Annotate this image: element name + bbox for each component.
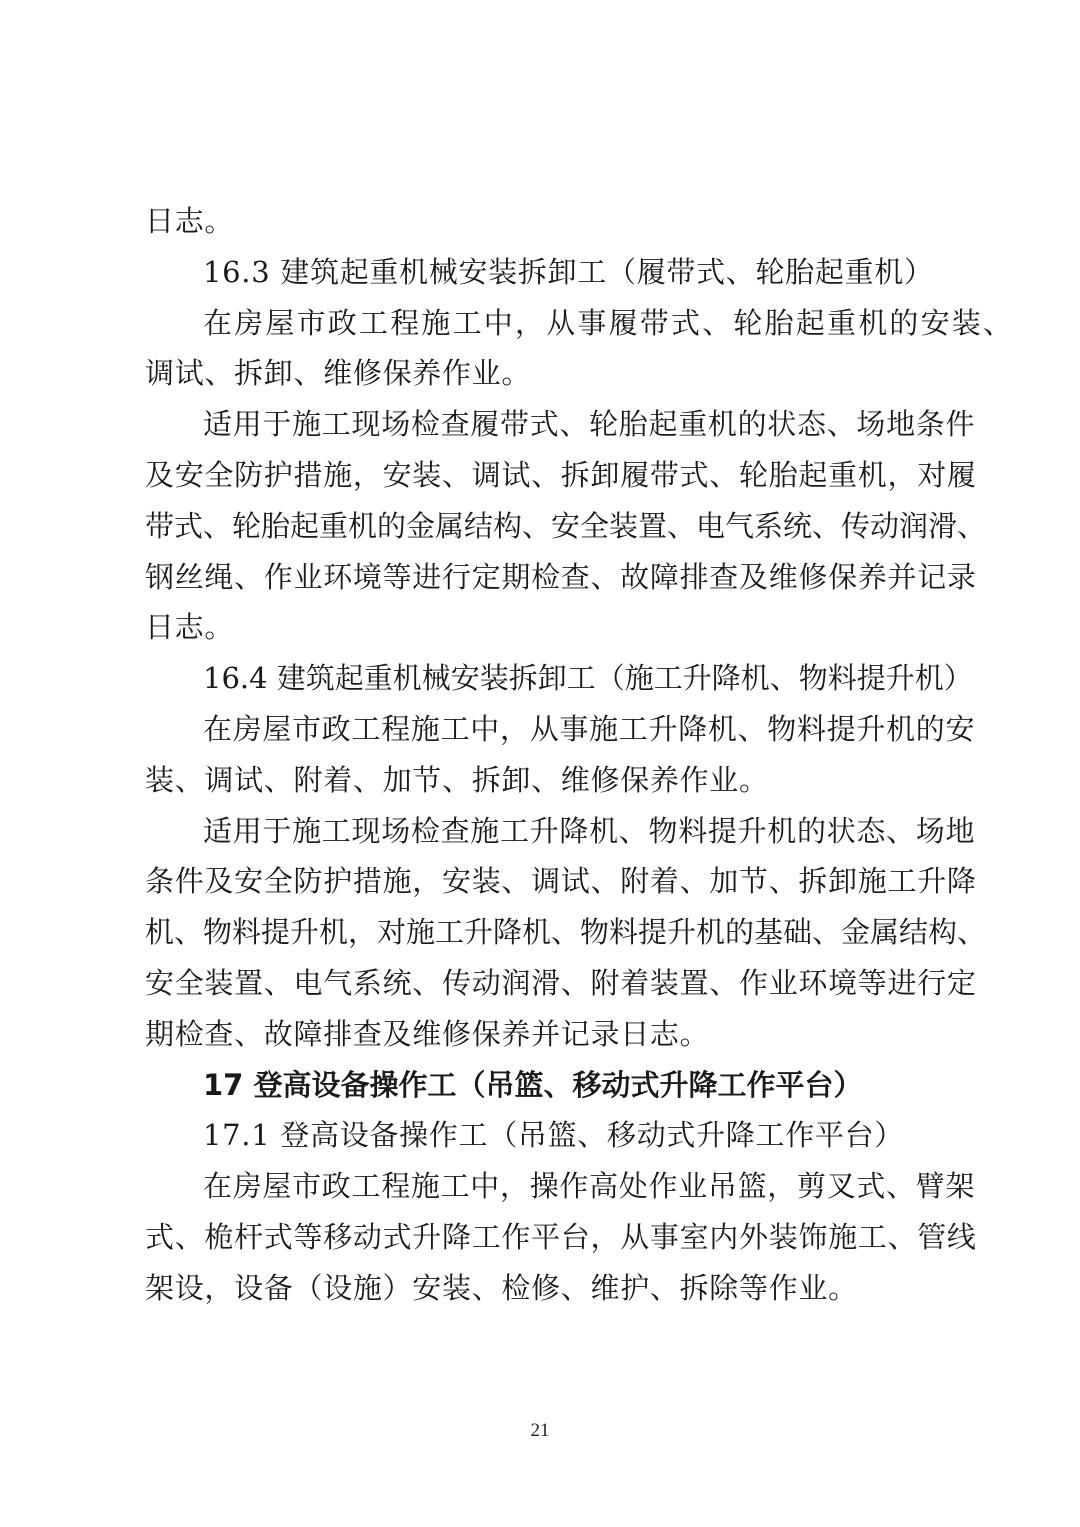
paragraph-line: 调试、拆卸、维修保养作业。 bbox=[145, 356, 532, 391]
paragraph-line: 安全装置、电气系统、传动润滑、附着装置、作业环境等进行定 bbox=[145, 965, 977, 1000]
paragraph-line: 日志。 bbox=[145, 610, 235, 645]
paragraph-line: 适用于施工现场检查履带式、轮胎起重机的状态、场地条件 bbox=[203, 407, 976, 442]
paragraph-line: 在房屋市政工程施工中，从事施工升降机、物料提升机的安 bbox=[203, 711, 976, 746]
paragraph-line: 机、物料提升机，对施工升降机、物料提升机的基础、金属结构、 bbox=[145, 915, 987, 950]
paragraph-line: 钢丝绳、作业环境等进行定期检查、故障排查及维修保养并记录 bbox=[145, 559, 977, 594]
paragraph-line: 式、桅杆式等移动式升降工作平台，从事室内外装饰施工、管线 bbox=[145, 1219, 977, 1254]
paragraph-line: 架设，设备（设施）安装、检修、维护、拆除等作业。 bbox=[145, 1270, 858, 1305]
paragraph-line: 期检查、故障排查及维修保养并记录日志。 bbox=[145, 1016, 710, 1051]
paragraph-line: 带式、轮胎起重机的金属结构、安全装置、电气系统、传动润滑、 bbox=[145, 508, 987, 543]
paragraph-line: 在房屋市政工程施工中，从事履带式、轮胎起重机的安装、 bbox=[203, 305, 1015, 340]
page-number: 21 bbox=[530, 1420, 550, 1441]
section-heading-16-3: 16.3 建筑起重机械安装拆卸工（履带式、轮胎起重机） bbox=[203, 254, 934, 289]
paragraph-line: 条件及安全防护措施，安装、调试、附着、加节、拆卸施工升降 bbox=[145, 864, 977, 899]
document-body bbox=[145, 196, 1015, 1314]
section-heading-17: 17 登高设备操作工（吊篮、移动式升降工作平台） bbox=[203, 1067, 863, 1102]
paragraph-line: 装、调试、附着、加节、拆卸、维修保养作业。 bbox=[145, 762, 769, 797]
paragraph-continuation-line: 日志。 bbox=[145, 204, 235, 238]
paragraph-line: 及安全防护措施，安装、调试、拆卸履带式、轮胎起重机，对履 bbox=[145, 457, 977, 492]
paragraph-line: 适用于施工现场检查施工升降机、物料提升机的状态、场地 bbox=[203, 813, 976, 848]
paragraph-line: 在房屋市政工程施工中，操作高处作业吊篮，剪叉式、臂架 bbox=[203, 1169, 976, 1204]
section-heading-16-4: 16.4 建筑起重机械安装拆卸工（施工升降机、物料提升机） bbox=[203, 661, 973, 696]
section-heading-17-1: 17.1 登高设备操作工（吊篮、移动式升降工作平台） bbox=[203, 1118, 904, 1153]
